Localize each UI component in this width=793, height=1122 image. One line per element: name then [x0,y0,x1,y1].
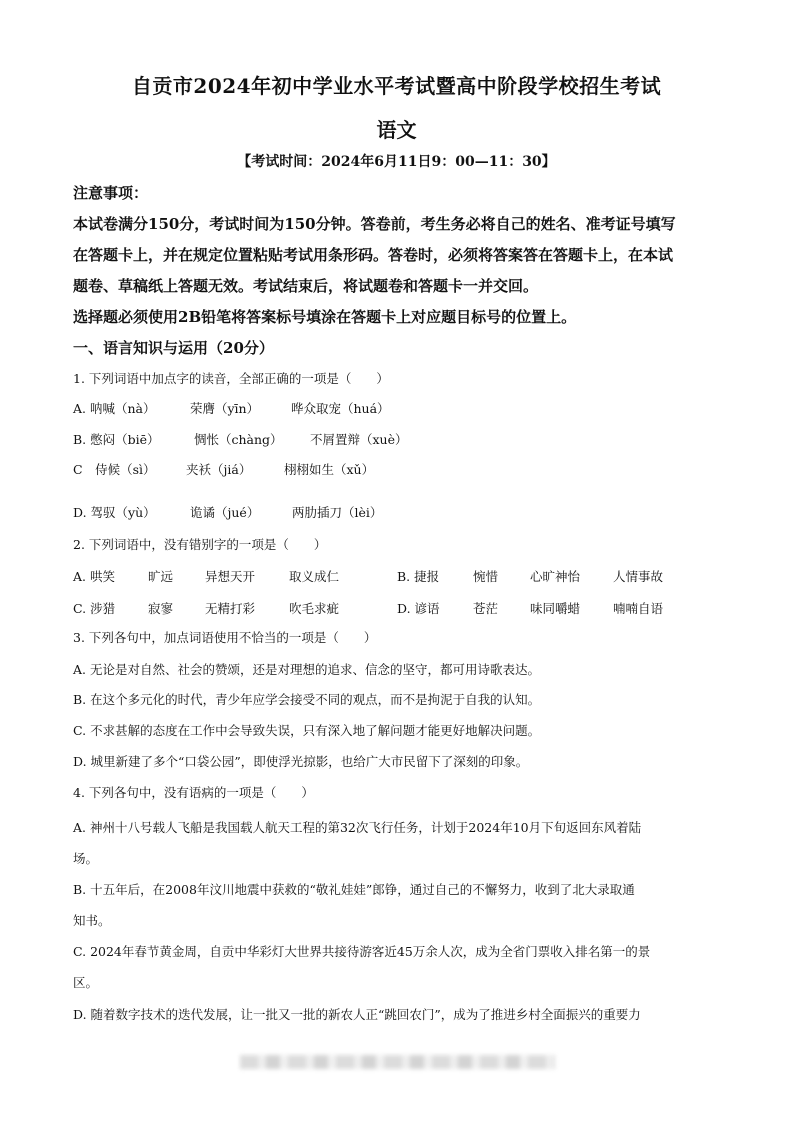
q3-option-d: D. 城里新建了多个“口袋公园”，即使浮光掠影，也给广大市民留下了深刻的印象。 [73,754,529,769]
q1-option-d-word1: D. 驾驭（yù） [73,505,156,520]
q1-option-c-word2: 夹袄（jiá） [186,462,252,477]
q1-option-c-word1: C 侍候（sì） [73,462,156,477]
q2-a-word: 取义成仁 [289,569,340,584]
q2-d-word: D. 谚语 [397,601,440,616]
q2-a-word: 异想天开 [205,569,256,584]
q2-d-word: 味同嚼蜡 [530,601,581,616]
question-stem: 3. 下列各句中，加点词语使用不恰当的一项是（ ） [73,630,377,645]
q2-c-word: 无精打彩 [205,601,256,616]
q4-option-b: B. 十五年后，在2008年汶川地震中获救的“敬礼娃娃”郎铮，通过自己的不懈努力，收到了北大录取通 [73,882,635,897]
q4-option-d: D. 随着数字技术的迭代发展，让一批又一批的新农人正“跳回农门”，成为了推进乡村全面振兴的重要力 [73,1007,641,1022]
section-heading: 一、语言知识与运用（20分） [73,339,274,357]
q2-c-word: C. 涉猎 [73,601,116,616]
q4-option-a-cont: 场。 [73,851,99,866]
q3-option-b: B. 在这个多元化的时代，青少年应学会接受不同的观点，而不是拘泥于自我的认知。 [73,692,541,707]
q1-option-b-word3: 不屑置辩（xuè） [310,432,408,447]
q1-option-a-word1: A. 呐喊（nà） [73,401,156,416]
q2-c-word: 寂寥 [148,601,174,616]
q1-option-b-word1: B. 憋闷（biē） [73,432,160,447]
q2-d-word: 喃喃自语 [613,601,664,616]
notice-line: 本试卷满分150分，考试时间为150分钟。答卷前，考生务必将自己的姓名、准考证号填写 [73,215,676,233]
q2-c-word: 吹毛求疵 [289,601,340,616]
q2-b-word: 心旷神怡 [530,569,581,584]
notice-heading: 注意事项： [73,184,149,202]
q1-option-d-word2: 诡谲（jué） [190,505,260,520]
page-title: 自贡市2024年初中学业水平考试暨高中阶段学校招生考试 [131,74,662,98]
q3-option-a: A. 无论是对自然、社会的赞颂，还是对理想的追求、信念的坚守，都可用诗歌表达。 [73,662,540,677]
q2-a-word: 旷远 [148,569,174,584]
q4-option-b-cont: 知书。 [73,913,111,928]
q1-option-b-word2: 惆怅（chàng） [194,432,283,447]
q4-option-a: A. 神州十八号载人飞船是我国载人航天工程的第32次飞行任务，计划于2024年10月下旬返回东风着陆 [73,820,642,835]
q2-d-word: 苍茫 [473,601,499,616]
q2-b-word: 人情事故 [613,569,664,584]
q1-option-a-word3: 哗众取宠（huá） [291,401,390,416]
q2-b-word: 惋惜 [473,569,499,584]
question-stem: 1. 下列词语中加点字的读音，全部正确的一项是（ ） [73,371,389,386]
notice-line: 在答题卡上，并在规定位置粘贴考试用条形码。答卷时，必须将答案答在答题卡上，在本试 [73,246,674,264]
notice-line: 选择题必须使用2B铅笔将答案标号填涂在答题卡上对应题目标号的位置上。 [73,308,577,326]
exam-time: 【考试时间：2024年6月11日9：00—11：30】 [237,154,556,170]
q3-option-c: C. 不求甚解的态度在工作中会导致失误，只有深入地了解问题才能更好地解决问题。 [73,723,541,738]
notice-line: 题卷、草稿纸上答题无效。考试结束后，将试题卷和答题卡一并交回。 [73,277,539,295]
q4-option-c-cont: 区。 [73,975,99,990]
q4-option-c: C. 2024年春节黄金周，自贡中华彩灯大世界共接待游客近45万余人次，成为全省门票收入排名第一的景 [73,944,651,959]
q2-a-word: A. 哄笑 [73,569,115,584]
q2-b-word: B. 捷报 [397,569,440,584]
subject-title: 语文 [376,118,417,142]
blurred-footer [240,1055,555,1069]
q1-option-c-word3: 栩栩如生（xǔ） [284,462,375,477]
question-stem: 2. 下列词语中，没有错别字的一项是（ ） [73,537,327,552]
q1-option-d-word3: 两肋插刀（lèi） [292,505,383,520]
question-stem: 4. 下列各句中，没有语病的一项是（ ） [73,785,314,800]
q1-option-a-word2: 荣膺（yīn） [190,401,260,416]
